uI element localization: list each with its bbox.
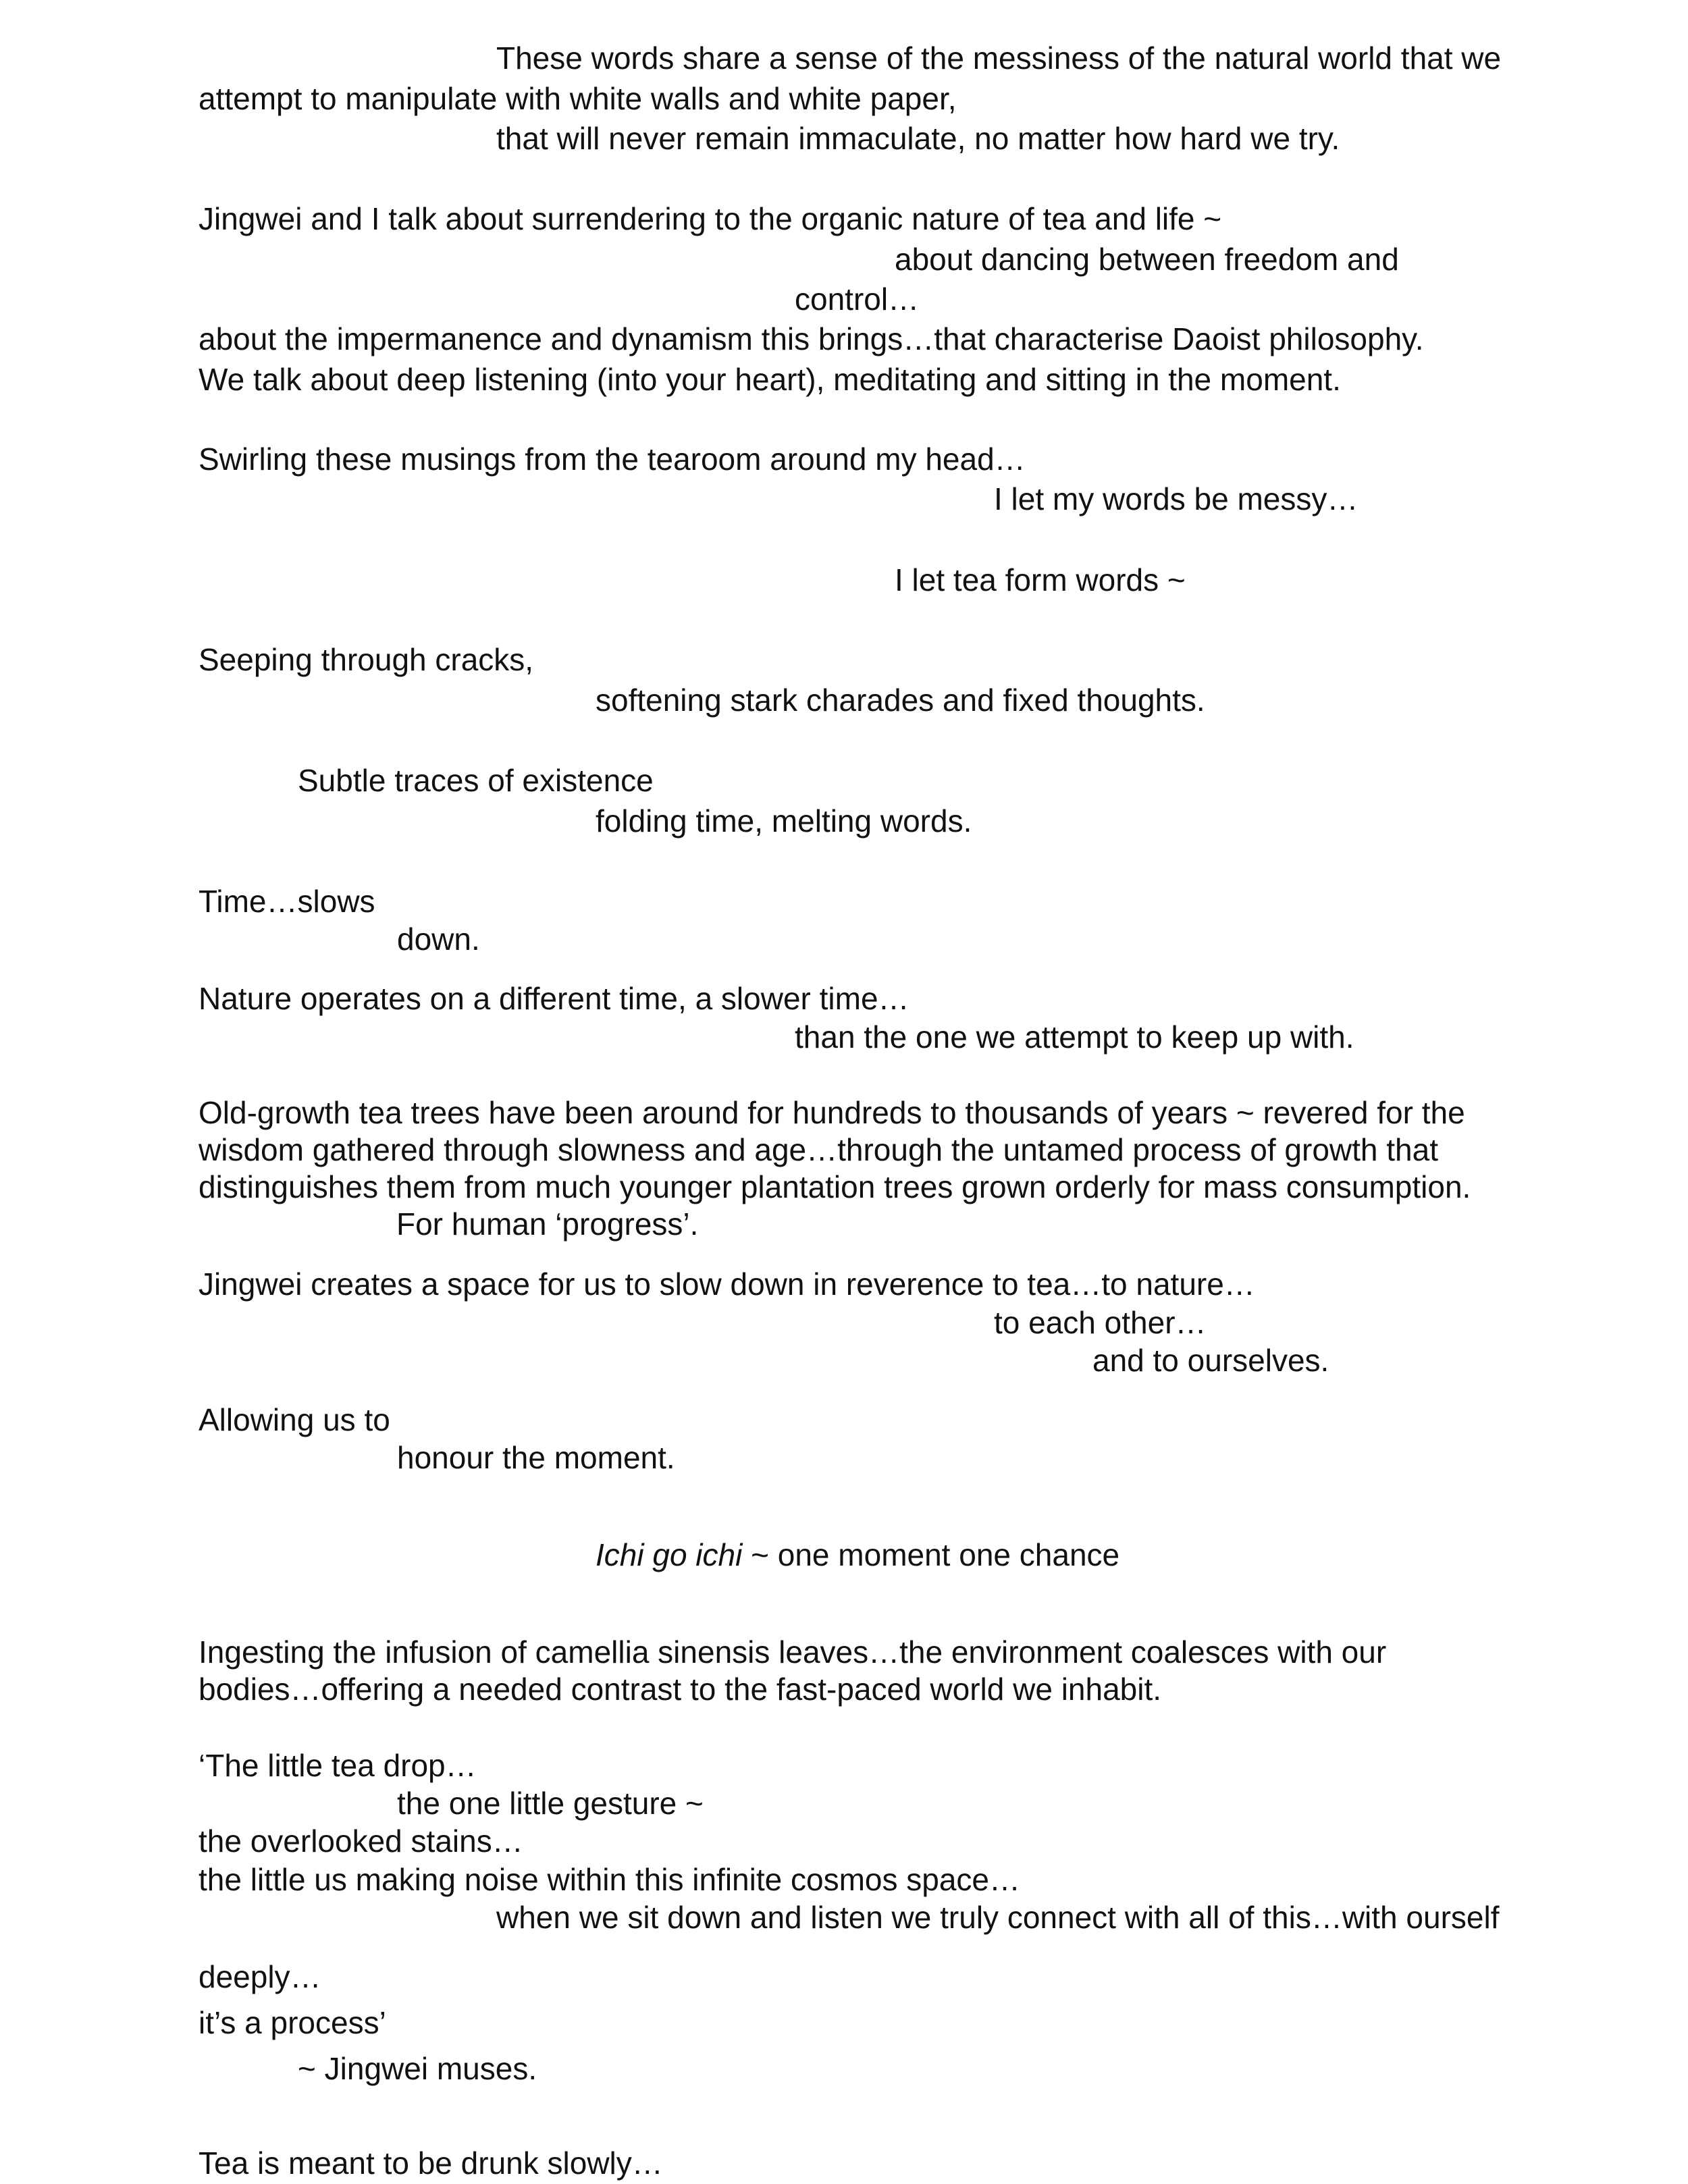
- text-line: it’s a process’: [199, 2005, 386, 2040]
- text-line: Jingwei creates a space for us to slow down in reverence to tea…to nature…: [199, 1267, 1255, 1302]
- text-line: and to ourselves.: [1092, 1343, 1329, 1378]
- paragraph-text: Ingesting the infusion of camellia sinensis leaves…the environment coalesces with our bodies…offering a needed contrast to the fast-paced world we inhabit.: [199, 1634, 1387, 1707]
- text-line: Seeping through cracks,: [199, 642, 534, 677]
- text-line: I let tea form words ~: [895, 562, 1186, 597]
- text-line: ‘The little tea drop…: [199, 1748, 477, 1783]
- text-line: I let my words be messy…: [994, 481, 1359, 516]
- text-line: the overlooked stains…: [199, 1823, 523, 1859]
- quote-line: [596, 1536, 1119, 1574]
- italic-phrase: Ichi go ichi: [596, 1537, 743, 1572]
- text-line: Tea is meant to be drunk slowly…: [199, 2146, 663, 2181]
- text-line: These words share a sense of the messiness of the natural world that we: [496, 41, 1502, 76]
- text-line: We talk about deep listening (into your heart), meditating and sitting in the moment.: [199, 362, 1341, 397]
- text-line: down.: [397, 922, 480, 957]
- text-line: the one little gesture ~: [397, 1786, 704, 1821]
- quote-rest: ~ one moment one chance: [742, 1537, 1120, 1572]
- text-line: control…: [795, 282, 920, 317]
- text-line: than the one we attempt to keep up with.: [795, 1019, 1354, 1055]
- text-line: to each other…: [994, 1305, 1207, 1340]
- paragraph-indented-line: For human ‘progress’.: [396, 1206, 699, 1242]
- text-line: Nature operates on a different time, a slower time…: [199, 981, 909, 1016]
- text-line: deeply…: [199, 1959, 321, 1994]
- text-line: folding time, melting words.: [596, 803, 972, 838]
- text-line: Swirling these musings from the tearoom around my head…: [199, 442, 1026, 477]
- paragraph: [199, 1094, 1502, 1243]
- text-line: Subtle traces of existence: [298, 763, 654, 798]
- text-line: ~ Jingwei muses.: [298, 2051, 537, 2086]
- paragraph-text: Old-growth tea trees have been around for hundreds to thousands of years ~ revered for the wisdom gathered through slowness and age…through the untamed process of growth that distinguishes them from much younger plantation trees grown orderly for mass consumption.: [199, 1095, 1471, 1204]
- text-line: the little us making noise within this infinite cosmos space…: [199, 1862, 1021, 1897]
- text-line: honour the moment.: [397, 1440, 675, 1475]
- text-line: Jingwei and I talk about surrendering to the organic nature of tea and life ~: [199, 201, 1222, 236]
- text-line: softening stark charades and fixed thoughts.: [596, 683, 1205, 718]
- text-line: attempt to manipulate with white walls and white paper,: [199, 81, 957, 116]
- text-line: Time…slows: [199, 884, 375, 919]
- text-line: when we sit down and listen we truly connect with all of this…with ourself: [496, 1900, 1500, 1935]
- text-line: about dancing between freedom and: [895, 242, 1399, 277]
- paragraph: [199, 1634, 1502, 1708]
- text-line: that will never remain immaculate, no matter how hard we try.: [496, 121, 1340, 156]
- text-line: Allowing us to: [199, 1402, 390, 1437]
- text-line: about the impermanence and dynamism this brings…that characterise Daoist philosophy.: [199, 321, 1424, 356]
